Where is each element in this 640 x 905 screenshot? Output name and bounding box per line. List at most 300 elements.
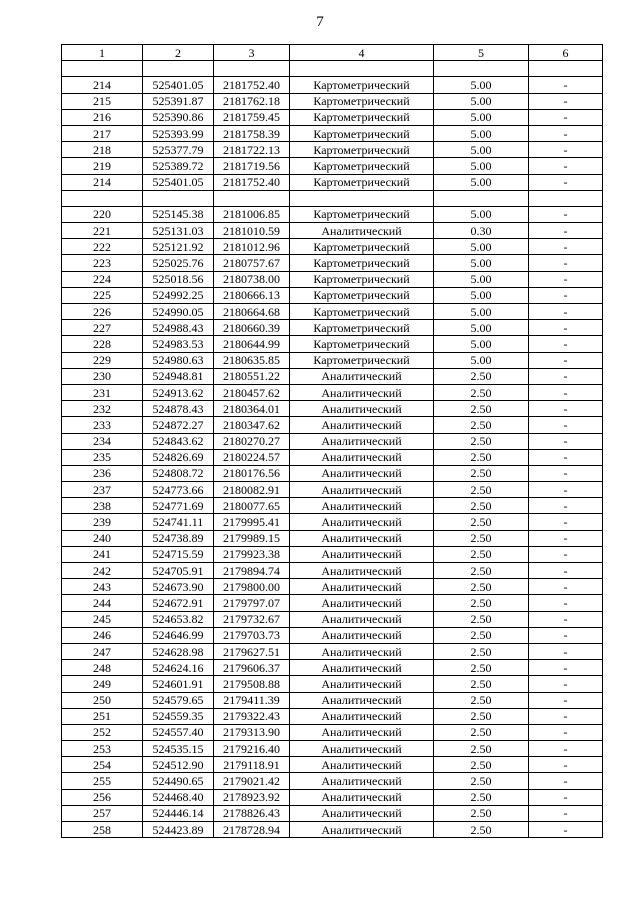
method-cell: Картометрический: [290, 206, 434, 222]
x-coordinate-cell: 524653.82: [143, 611, 214, 627]
point-number-cell: 240: [62, 530, 143, 546]
note-cell: -: [529, 304, 603, 320]
x-coordinate-cell: 524741.11: [143, 514, 214, 530]
y-coordinate-cell: 2180270.27: [214, 433, 290, 449]
x-coordinate-cell: 525393.99: [143, 125, 214, 141]
method-cell: Аналитический: [290, 692, 434, 708]
x-coordinate-cell: 524423.89: [143, 822, 214, 838]
note-cell: -: [529, 174, 603, 190]
note-cell: -: [529, 482, 603, 498]
x-coordinate-cell: 524468.40: [143, 789, 214, 805]
accuracy-cell: 5.00: [434, 352, 529, 368]
method-cell: Картометрический: [290, 352, 434, 368]
x-coordinate-cell: 525018.56: [143, 271, 214, 287]
x-coordinate-cell: 524672.91: [143, 595, 214, 611]
point-number-cell: 236: [62, 465, 143, 481]
accuracy-cell: 2.50: [434, 563, 529, 579]
table-row: [62, 482, 603, 498]
table-row: [62, 822, 603, 838]
y-coordinate-cell: 2179703.73: [214, 627, 290, 643]
method-cell: Картометрический: [290, 174, 434, 190]
note-cell: -: [529, 417, 603, 433]
method-cell: Аналитический: [290, 805, 434, 821]
y-coordinate-cell: 2179732.67: [214, 611, 290, 627]
y-coordinate-cell: 2181010.59: [214, 223, 290, 239]
accuracy-cell: 2.50: [434, 676, 529, 692]
y-coordinate-cell: 2180082.91: [214, 482, 290, 498]
x-coordinate-cell: 524490.65: [143, 773, 214, 789]
point-number-cell: 215: [62, 93, 143, 109]
x-coordinate-cell: 524990.05: [143, 304, 214, 320]
y-coordinate-cell: 2180551.22: [214, 368, 290, 384]
accuracy-cell: 2.50: [434, 708, 529, 724]
accuracy-cell: 5.00: [434, 142, 529, 158]
method-cell: [290, 61, 434, 77]
x-coordinate-cell: 524988.43: [143, 320, 214, 336]
note-cell: -: [529, 692, 603, 708]
y-coordinate-cell: 2181752.40: [214, 77, 290, 93]
point-number-cell: 221: [62, 223, 143, 239]
note-cell: -: [529, 611, 603, 627]
method-cell: Аналитический: [290, 530, 434, 546]
method-cell: Картометрический: [290, 320, 434, 336]
note-cell: -: [529, 514, 603, 530]
y-coordinate-cell: 2179322.43: [214, 708, 290, 724]
note-cell: -: [529, 449, 603, 465]
method-cell: Картометрический: [290, 271, 434, 287]
accuracy-cell: 5.00: [434, 109, 529, 125]
x-coordinate-cell: 524808.72: [143, 465, 214, 481]
table-row: [62, 546, 603, 562]
table-header-row: [62, 45, 603, 61]
x-coordinate-cell: 525025.76: [143, 255, 214, 271]
accuracy-cell: 2.50: [434, 822, 529, 838]
accuracy-cell: 2.50: [434, 433, 529, 449]
point-number-cell: 257: [62, 805, 143, 821]
note-cell: -: [529, 384, 603, 400]
table-row: [62, 530, 603, 546]
x-coordinate-cell: 524512.90: [143, 757, 214, 773]
accuracy-cell: 2.50: [434, 741, 529, 757]
x-coordinate-cell: 524673.90: [143, 579, 214, 595]
accuracy-cell: 5.00: [434, 320, 529, 336]
note-cell: -: [529, 93, 603, 109]
accuracy-cell: 2.50: [434, 530, 529, 546]
method-cell: Картометрический: [290, 109, 434, 125]
method-cell: Аналитический: [290, 579, 434, 595]
y-coordinate-cell: 2179800.00: [214, 579, 290, 595]
table-row: [62, 465, 603, 481]
x-coordinate-cell: 524601.91: [143, 676, 214, 692]
table-row: [62, 433, 603, 449]
table-row: [62, 627, 603, 643]
method-cell: Аналитический: [290, 401, 434, 417]
method-cell: Картометрический: [290, 158, 434, 174]
table-row: [62, 724, 603, 740]
method-cell: Картометрический: [290, 77, 434, 93]
point-number-cell: [62, 190, 143, 206]
column-header: 5: [434, 45, 529, 61]
note-cell: -: [529, 142, 603, 158]
y-coordinate-cell: 2180457.62: [214, 384, 290, 400]
point-number-cell: 227: [62, 320, 143, 336]
accuracy-cell: 2.50: [434, 465, 529, 481]
y-coordinate-cell: 2179216.40: [214, 741, 290, 757]
table-row: [62, 223, 603, 239]
y-coordinate-cell: 2179797.07: [214, 595, 290, 611]
method-cell: Аналитический: [290, 417, 434, 433]
method-cell: Аналитический: [290, 482, 434, 498]
table-row: [62, 125, 603, 141]
y-coordinate-cell: 2180347.62: [214, 417, 290, 433]
point-number-cell: 235: [62, 449, 143, 465]
point-number-cell: 237: [62, 482, 143, 498]
y-coordinate-cell: 2180635.85: [214, 352, 290, 368]
accuracy-cell: 2.50: [434, 773, 529, 789]
note-cell: -: [529, 158, 603, 174]
note-cell: -: [529, 530, 603, 546]
accuracy-cell: 2.50: [434, 789, 529, 805]
table-row: [62, 595, 603, 611]
method-cell: Картометрический: [290, 336, 434, 352]
x-coordinate-cell: 525390.86: [143, 109, 214, 125]
x-coordinate-cell: 524624.16: [143, 660, 214, 676]
table-row: [62, 660, 603, 676]
point-number-cell: 218: [62, 142, 143, 158]
accuracy-cell: 5.00: [434, 77, 529, 93]
accuracy-cell: 2.50: [434, 514, 529, 530]
y-coordinate-cell: 2181012.96: [214, 239, 290, 255]
method-cell: Картометрический: [290, 93, 434, 109]
point-number-cell: 241: [62, 546, 143, 562]
point-number-cell: 229: [62, 352, 143, 368]
y-coordinate-cell: [214, 190, 290, 206]
table-row: [62, 498, 603, 514]
method-cell: Картометрический: [290, 255, 434, 271]
table-row: [62, 692, 603, 708]
method-cell: Аналитический: [290, 773, 434, 789]
accuracy-cell: 5.00: [434, 255, 529, 271]
y-coordinate-cell: 2180664.68: [214, 304, 290, 320]
table-row: [62, 384, 603, 400]
y-coordinate-cell: 2179508.88: [214, 676, 290, 692]
y-coordinate-cell: 2179606.37: [214, 660, 290, 676]
accuracy-cell: 5.00: [434, 271, 529, 287]
x-coordinate-cell: 524773.66: [143, 482, 214, 498]
table-row: [62, 417, 603, 433]
table-row: [62, 109, 603, 125]
note-cell: -: [529, 433, 603, 449]
note-cell: -: [529, 741, 603, 757]
point-number-cell: 247: [62, 643, 143, 659]
point-number-cell: 250: [62, 692, 143, 708]
x-coordinate-cell: 524948.81: [143, 368, 214, 384]
point-number-cell: 248: [62, 660, 143, 676]
point-number-cell: 223: [62, 255, 143, 271]
y-coordinate-cell: 2179411.39: [214, 692, 290, 708]
table-row: [62, 368, 603, 384]
table-row: [62, 336, 603, 352]
table-row: [62, 579, 603, 595]
note-cell: -: [529, 708, 603, 724]
accuracy-cell: 2.50: [434, 482, 529, 498]
y-coordinate-cell: 2179894.74: [214, 563, 290, 579]
point-number-cell: 233: [62, 417, 143, 433]
accuracy-cell: 2.50: [434, 546, 529, 562]
point-number-cell: 222: [62, 239, 143, 255]
point-number-cell: 251: [62, 708, 143, 724]
accuracy-cell: 2.50: [434, 579, 529, 595]
accuracy-cell: 5.00: [434, 304, 529, 320]
method-cell: Аналитический: [290, 514, 434, 530]
note-cell: -: [529, 595, 603, 611]
note-cell: -: [529, 271, 603, 287]
y-coordinate-cell: 2179995.41: [214, 514, 290, 530]
column-header: 2: [143, 45, 214, 61]
table-row: [62, 142, 603, 158]
method-cell: Аналитический: [290, 449, 434, 465]
x-coordinate-cell: 525401.05: [143, 174, 214, 190]
table-row: [62, 789, 603, 805]
method-cell: Аналитический: [290, 546, 434, 562]
accuracy-cell: 0.30: [434, 223, 529, 239]
point-number-cell: 219: [62, 158, 143, 174]
method-cell: Аналитический: [290, 595, 434, 611]
note-cell: -: [529, 789, 603, 805]
table-row: [62, 158, 603, 174]
note-cell: -: [529, 660, 603, 676]
point-number-cell: 258: [62, 822, 143, 838]
table-row: [62, 239, 603, 255]
y-coordinate-cell: 2178728.94: [214, 822, 290, 838]
table-row: [62, 320, 603, 336]
table-body: [62, 61, 603, 838]
method-cell: Аналитический: [290, 465, 434, 481]
point-number-cell: 246: [62, 627, 143, 643]
note-cell: -: [529, 465, 603, 481]
method-cell: Аналитический: [290, 789, 434, 805]
note-cell: -: [529, 498, 603, 514]
table-row: [62, 757, 603, 773]
method-cell: Аналитический: [290, 368, 434, 384]
x-coordinate-cell: 524705.91: [143, 563, 214, 579]
accuracy-cell: 2.50: [434, 643, 529, 659]
note-cell: -: [529, 125, 603, 141]
point-number-cell: 245: [62, 611, 143, 627]
note-cell: -: [529, 352, 603, 368]
note-cell: -: [529, 822, 603, 838]
table-row: [62, 741, 603, 757]
accuracy-cell: 5.00: [434, 174, 529, 190]
note-cell: -: [529, 206, 603, 222]
accuracy-cell: [434, 61, 529, 77]
y-coordinate-cell: 2179627.51: [214, 643, 290, 659]
x-coordinate-cell: 524646.99: [143, 627, 214, 643]
method-cell: Аналитический: [290, 223, 434, 239]
note-cell: -: [529, 805, 603, 821]
y-coordinate-cell: 2180176.56: [214, 465, 290, 481]
method-cell: Аналитический: [290, 822, 434, 838]
table-row: [62, 708, 603, 724]
point-number-cell: 239: [62, 514, 143, 530]
accuracy-cell: 2.50: [434, 627, 529, 643]
point-number-cell: 243: [62, 579, 143, 595]
x-coordinate-cell: 524628.98: [143, 643, 214, 659]
point-number-cell: 225: [62, 287, 143, 303]
method-cell: Картометрический: [290, 304, 434, 320]
method-cell: Аналитический: [290, 627, 434, 643]
accuracy-cell: 5.00: [434, 239, 529, 255]
table-row: [62, 352, 603, 368]
point-number-cell: 238: [62, 498, 143, 514]
point-number-cell: 234: [62, 433, 143, 449]
y-coordinate-cell: [214, 61, 290, 77]
note-cell: -: [529, 287, 603, 303]
x-coordinate-cell: 525391.87: [143, 93, 214, 109]
x-coordinate-cell: 524980.63: [143, 352, 214, 368]
accuracy-cell: 5.00: [434, 206, 529, 222]
point-number-cell: 253: [62, 741, 143, 757]
point-number-cell: 220: [62, 206, 143, 222]
table-row: [62, 77, 603, 93]
column-header: 1: [62, 45, 143, 61]
y-coordinate-cell: 2180224.57: [214, 449, 290, 465]
y-coordinate-cell: 2181762.18: [214, 93, 290, 109]
column-header: 6: [529, 45, 603, 61]
method-cell: [290, 190, 434, 206]
method-cell: Аналитический: [290, 676, 434, 692]
point-number-cell: [62, 61, 143, 77]
table-row: [62, 449, 603, 465]
x-coordinate-cell: 525121.92: [143, 239, 214, 255]
y-coordinate-cell: 2179118.91: [214, 757, 290, 773]
note-cell: -: [529, 77, 603, 93]
note-cell: -: [529, 563, 603, 579]
table-row: [62, 93, 603, 109]
method-cell: Картометрический: [290, 239, 434, 255]
table-row: [62, 271, 603, 287]
accuracy-cell: 2.50: [434, 401, 529, 417]
method-cell: Аналитический: [290, 384, 434, 400]
table-row: [62, 190, 603, 206]
x-coordinate-cell: 524557.40: [143, 724, 214, 740]
point-number-cell: 217: [62, 125, 143, 141]
method-cell: Картометрический: [290, 142, 434, 158]
table-row: [62, 773, 603, 789]
x-coordinate-cell: 524446.14: [143, 805, 214, 821]
method-cell: Аналитический: [290, 660, 434, 676]
accuracy-cell: 2.50: [434, 692, 529, 708]
x-coordinate-cell: 525377.79: [143, 142, 214, 158]
x-coordinate-cell: 524771.69: [143, 498, 214, 514]
method-cell: Аналитический: [290, 433, 434, 449]
accuracy-cell: 5.00: [434, 93, 529, 109]
accuracy-cell: 2.50: [434, 805, 529, 821]
y-coordinate-cell: 2180666.13: [214, 287, 290, 303]
table-row: [62, 401, 603, 417]
method-cell: Аналитический: [290, 498, 434, 514]
accuracy-cell: [434, 190, 529, 206]
table-row: [62, 206, 603, 222]
x-coordinate-cell: 525389.72: [143, 158, 214, 174]
method-cell: Аналитический: [290, 611, 434, 627]
accuracy-cell: 2.50: [434, 611, 529, 627]
y-coordinate-cell: 2180757.67: [214, 255, 290, 271]
accuracy-cell: 2.50: [434, 498, 529, 514]
y-coordinate-cell: 2180077.65: [214, 498, 290, 514]
y-coordinate-cell: 2178923.92: [214, 789, 290, 805]
note-cell: -: [529, 223, 603, 239]
y-coordinate-cell: 2180738.00: [214, 271, 290, 287]
note-cell: -: [529, 109, 603, 125]
table-row: [62, 676, 603, 692]
point-number-cell: 230: [62, 368, 143, 384]
table-row: [62, 643, 603, 659]
coordinates-table: [61, 44, 603, 838]
point-number-cell: 244: [62, 595, 143, 611]
point-number-cell: 255: [62, 773, 143, 789]
note-cell: -: [529, 757, 603, 773]
page-number: 7: [316, 14, 324, 30]
column-header: 3: [214, 45, 290, 61]
x-coordinate-cell: 525145.38: [143, 206, 214, 222]
y-coordinate-cell: 2181006.85: [214, 206, 290, 222]
x-coordinate-cell: 524913.62: [143, 384, 214, 400]
x-coordinate-cell: 524826.69: [143, 449, 214, 465]
column-header: 4: [290, 45, 434, 61]
point-number-cell: 252: [62, 724, 143, 740]
x-coordinate-cell: 524579.65: [143, 692, 214, 708]
point-number-cell: 256: [62, 789, 143, 805]
x-coordinate-cell: 524738.89: [143, 530, 214, 546]
x-coordinate-cell: [143, 61, 214, 77]
accuracy-cell: 2.50: [434, 449, 529, 465]
x-coordinate-cell: 524535.15: [143, 741, 214, 757]
point-number-cell: 214: [62, 77, 143, 93]
accuracy-cell: 2.50: [434, 757, 529, 773]
method-cell: Картометрический: [290, 287, 434, 303]
table-row: [62, 287, 603, 303]
accuracy-cell: 2.50: [434, 368, 529, 384]
note-cell: -: [529, 255, 603, 271]
method-cell: Картометрический: [290, 125, 434, 141]
table-row: [62, 61, 603, 77]
x-coordinate-cell: 524878.43: [143, 401, 214, 417]
note-cell: -: [529, 676, 603, 692]
point-number-cell: 228: [62, 336, 143, 352]
y-coordinate-cell: 2179989.15: [214, 530, 290, 546]
note-cell: [529, 190, 603, 206]
note-cell: [529, 61, 603, 77]
method-cell: Аналитический: [290, 563, 434, 579]
x-coordinate-cell: 524983.53: [143, 336, 214, 352]
accuracy-cell: 5.00: [434, 158, 529, 174]
x-coordinate-cell: [143, 190, 214, 206]
y-coordinate-cell: 2180364.01: [214, 401, 290, 417]
table-row: [62, 805, 603, 821]
method-cell: Аналитический: [290, 708, 434, 724]
point-number-cell: 226: [62, 304, 143, 320]
point-number-cell: 249: [62, 676, 143, 692]
point-number-cell: 231: [62, 384, 143, 400]
point-number-cell: 232: [62, 401, 143, 417]
note-cell: -: [529, 368, 603, 384]
note-cell: -: [529, 579, 603, 595]
x-coordinate-cell: 524715.59: [143, 546, 214, 562]
x-coordinate-cell: 524872.27: [143, 417, 214, 433]
accuracy-cell: 2.50: [434, 595, 529, 611]
method-cell: Аналитический: [290, 757, 434, 773]
